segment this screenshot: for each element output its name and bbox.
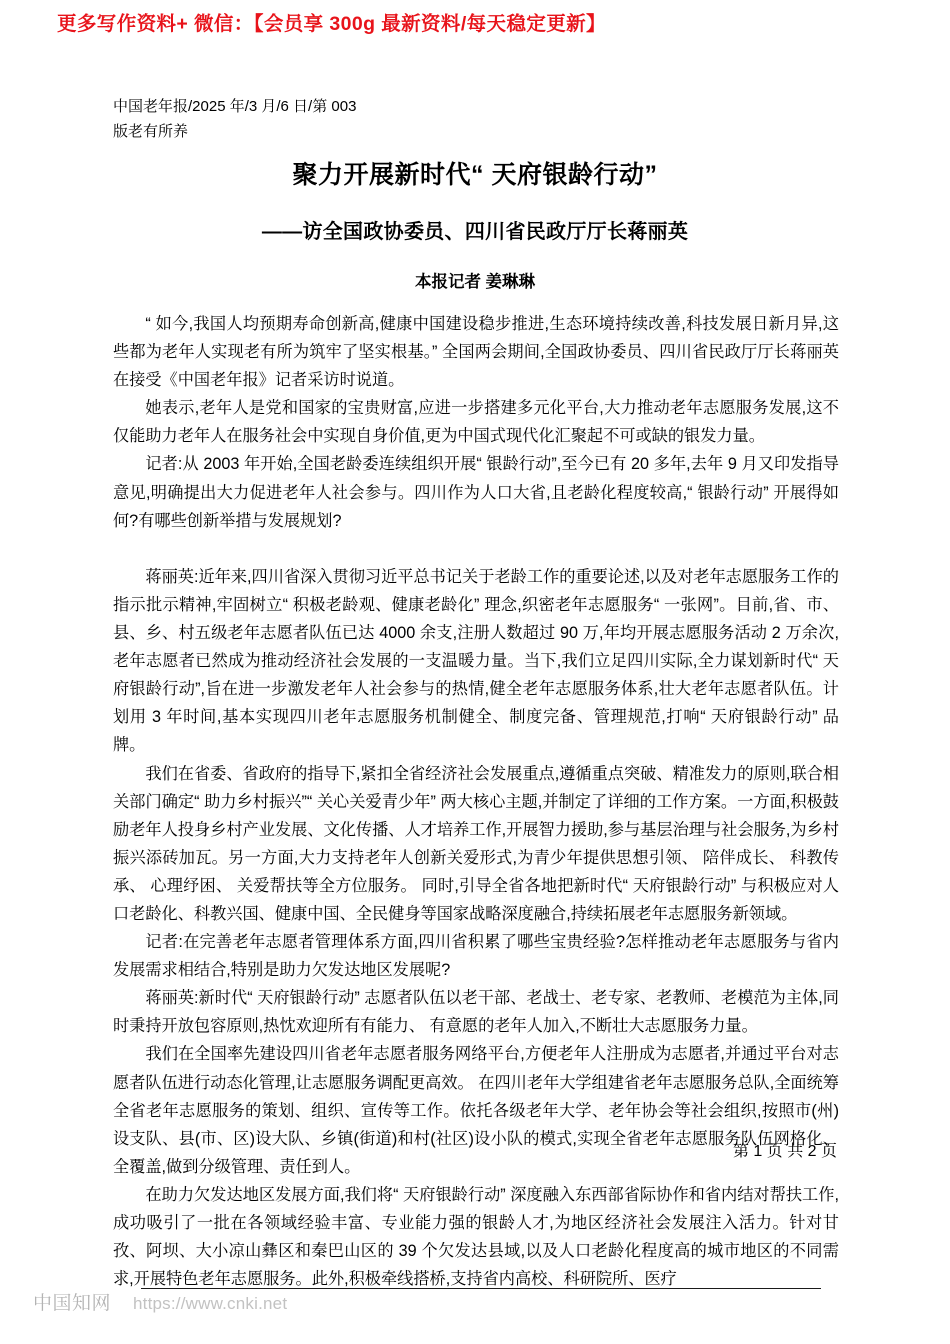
article-paragraph: 蒋丽英:新时代“ 天府银龄行动” 志愿者队伍以老干部、老战士、老专家、老教师、老模范为主体,同时秉持开放包容原则,热忱欢迎所有有能力、 有意愿的老年人加入,不断壮大志愿服务力量。 — [113, 989, 839, 1036]
article-paragraph: 在助力欠发达地区发展方面,我们将“ 天府银龄行动” 深度融入东西部省际协作和省内结对帮扶工作,成功吸引了一批在各领域经验丰富、专业能力强的银龄人才,为地区经济社会发展注入活力。针对甘孜、阿坝、大小凉山彝区和秦巴山区的 39 个欠发达县域,以及人口老龄化程度高的城市地区的不同需求,开展特色老年志愿服务。此外,积极牵线搭桥,支持省内高校、科研院所、医疗 — [113, 1185, 839, 1289]
article-paragraph-spacer — [113, 535, 839, 563]
article-paragraph: “ 如今,我国人均预期寿命创新高,健康中国建设稳步推进,生态环境持续改善,科技发展日新月异,这些都为老年人实现老有所为筑牢了坚实根基。” 全国两会期间,全国政协委员、四川省民政厅厅长蒋丽英在接受《中国老年报》记者采访时说道。 — [113, 315, 839, 390]
article-subtitle: ——访全国政协委员、四川省民政厅厅长蒋丽英 — [261, 221, 689, 243]
source-line-section: 版老有所养 — [113, 123, 189, 140]
article-title: 聚力开展新时代“ 天府银龄行动” — [292, 161, 658, 189]
watermark-url: https://www.cnki.net — [133, 1294, 288, 1313]
article-paragraph: 我们在全国率先建设四川省老年志愿者服务网络平台,方便老年人注册成为志愿者,并通过平台对志愿者队伍进行动态化管理,让志愿服务调配更高效。 在四川老年大学组建省老年志愿服务总队,全面统筹全省老年志愿服务的策划、组织、宣传等工作。依托各级老年大学、老年协会等社会组织,按照市(州)设支队、县(市、区)设大队、乡镇(街道)和村(社区)设小队的模式,实现全省老年志愿服务队伍网格化、全覆盖,做到分级管理、责任到人。 — [113, 1045, 839, 1176]
article-paragraph: 蒋丽英:近年来,四川省深入贯彻习近平总书记关于老龄工作的重要论述,以及对老年志愿服务工作的指示批示精神,牢固树立“ 积极老龄观、健康老龄化” 理念,织密老年志愿服务“ 一张网”。目前,省、市、县、乡、村五级老年志愿者队伍已达 4000 余支,注册人数超过 90 万,年均开展志愿服务活动 2 万余次,老年志愿者已然成为推动经济社会发展的一支温暖力量。当下,我们立足四川实际,全力谋划新时代“ 天府银龄行动”,旨在进一步激发老年人社会参与的热情,健全老年志愿服务体系,壮大老年志愿者队伍。计划用 3 年时间,基本实现四川老年志愿服务机制健全、制度完备、管理规范,打响“ 天府银龄行动” 品牌。 — [113, 567, 839, 755]
watermark-brand: 中国知网 — [33, 1293, 112, 1314]
source-line-publication: 中国老年报/2025 年/3 月/6 日/第 003 — [113, 98, 357, 115]
article-paragraph: 记者:从 2003 年开始,全国老龄委连续组织开展“ 银龄行动”,至今已有 20 多年,去年 9 月又印发指导意见,明确提出大力促进老年人社会参与。四川作为人口大省,且老龄化程度较高,“ 银龄行动” 开展得如何?有哪些创新举措与发展规划? — [113, 455, 839, 530]
headline-block — [113, 155, 837, 297]
article-byline: 本报记者 姜琳琳 — [414, 273, 536, 291]
article-paragraph: 她表示,老年人是党和国家的宝贵财富,应进一步搭建多元化平台,大力推动老年志愿服务发展,这不仅能助力老年人在服务社会中实现自身价值,更为中国式现代化汇聚起不可或缺的银发力量。 — [113, 399, 839, 446]
publication-source — [113, 94, 813, 144]
promo-banner: 更多写作资料+ 微信：【会员享 300g 最新资料/每天稳定更新】 — [57, 13, 606, 35]
article-paragraph: 记者:在完善老年志愿者管理体系方面,四川省积累了哪些宝贵经验?怎样推动老年志愿服务与省内发展需求相结合,特别是助力欠发达地区发展呢? — [113, 933, 839, 980]
cnki-watermark — [33, 1288, 287, 1315]
article-paragraph: 我们在省委、省政府的指导下,紧扣全省经济社会发展重点,遵循重点突破、精准发力的原则,联合相关部门确定“ 助力乡村振兴”“ 关心关爱青少年” 两大核心主题,并制定了详细的工作方案。一方面,积极鼓励老年人投身乡村产业发展、文化传播、人才培养工作,开展智力援助,参与基层治理与社会服务,为乡村振兴添砖加瓦。另一方面,大力支持老年人创新关爱形式,为青少年提供思想引领、 陪伴成长、 科教传承、 心理纾困、 关爱帮扶等全方位服务。 同时,引导全省各地把新时代“ 天府银龄行动” 与积极应对人口老龄化、科教兴国、健康中国、全民健身等国家战略深度融合,持续拓展老年志愿服务新领域。 — [113, 764, 839, 923]
page-number: 第 1 页 共 2 页 — [732, 1143, 837, 1160]
